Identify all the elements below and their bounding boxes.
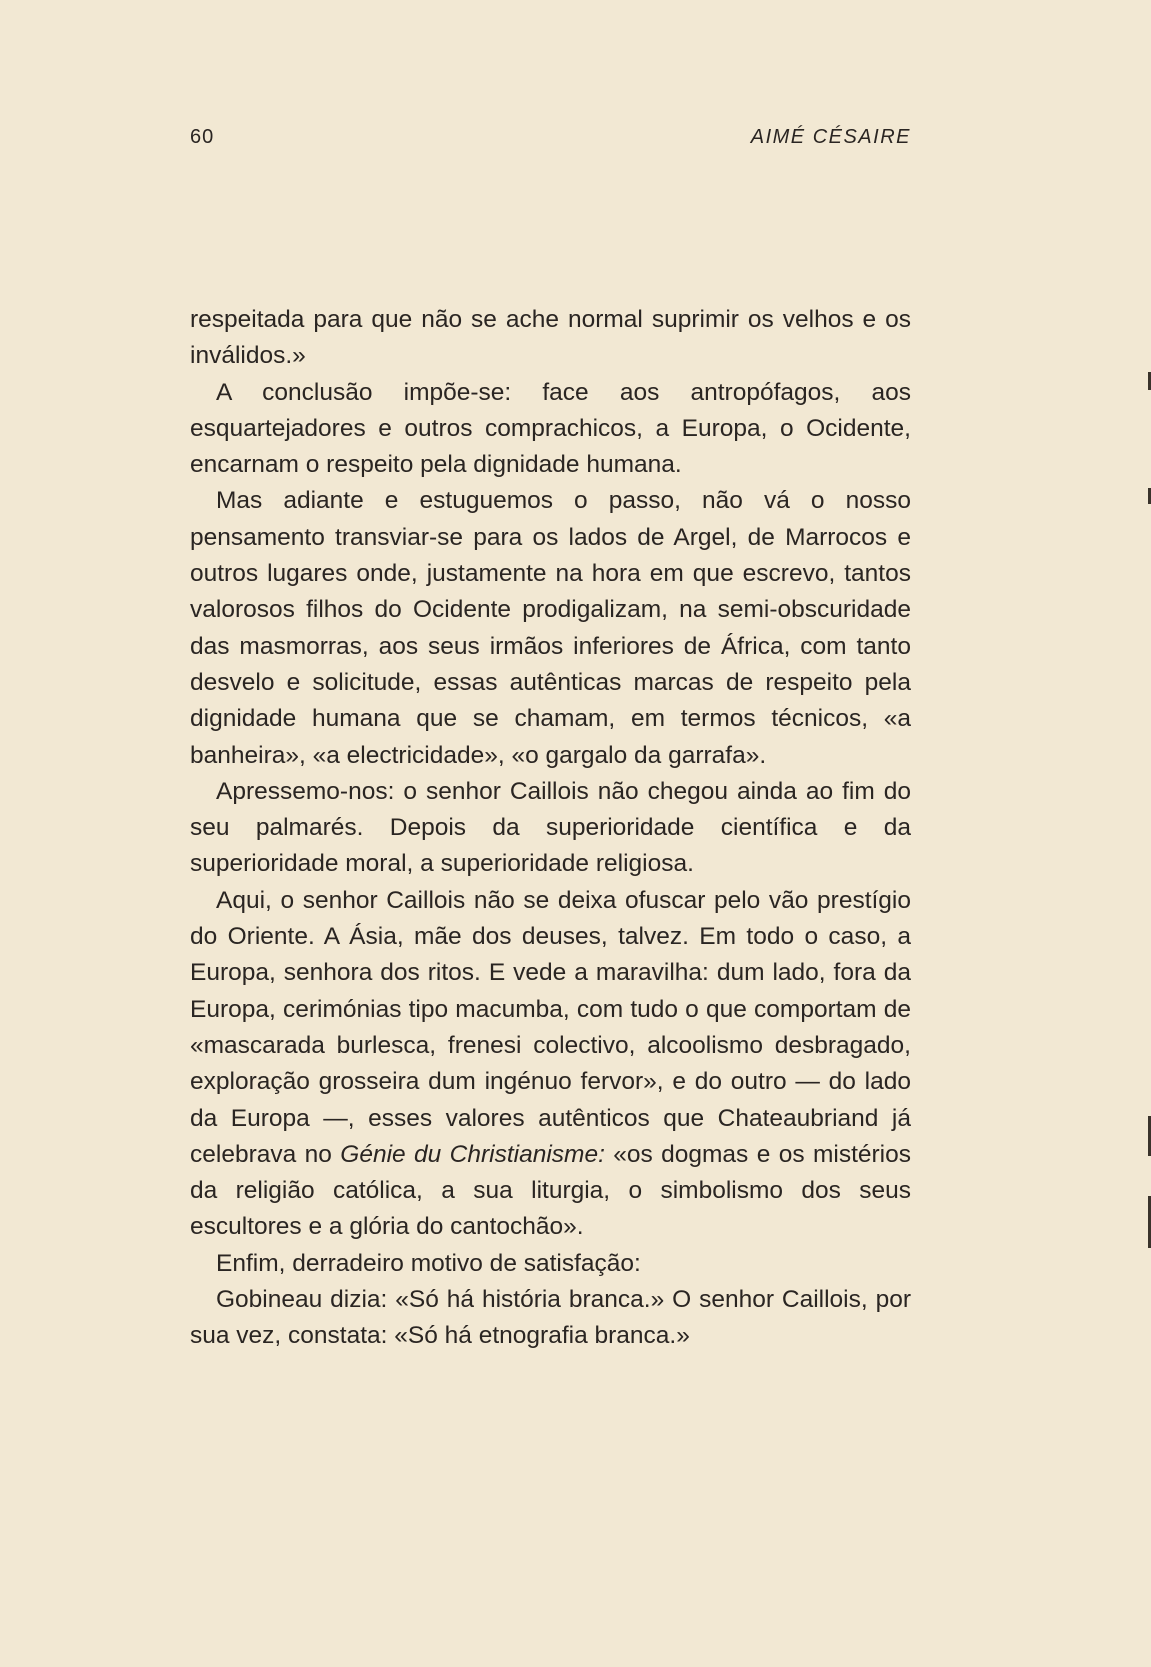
paragraph-1-text: respeitada para que não se ache normal suprimir os velhos e os inválidos.» bbox=[190, 306, 911, 370]
paragraph-4-text: Apressemo-nos: o senhor Caillois não chegou ainda ao fim do seu palmarés. Depois da superioridade científica e da superioridade moral, a superioridade religiosa. bbox=[190, 777, 911, 878]
paragraph-2 bbox=[190, 375, 911, 484]
paragraph-7 bbox=[190, 1282, 911, 1355]
paragraph-3-text: Mas adiante e estuguemos o passo, não vá o nosso pensamento transviar-se para os lados de Argel, de Marrocos e outros lugares onde, justamente na hora em que escrevo, tantos valorosos filhos do Ocidente prodigalizam, na semi-obscuridade das masmorras, aos seus irmãos inferiores de África, com tanto desvelo e solicitude, essas autênticas marcas de respeito pela dignidade humana que se chamam, em termos técnicos, «a banheira», «a electricidade», «o gargalo da garrafa». bbox=[190, 487, 911, 769]
paragraph-2-text: A conclusão impõe-se: face aos antropófagos, aos esquartejadores e outros comprachicos, a Europa, o Ocidente, encarnam o respeito pela dignidade humana. bbox=[190, 378, 911, 479]
paragraph-3 bbox=[190, 483, 911, 773]
book-title-italic: Génie du Christianisme: bbox=[340, 1140, 605, 1168]
body-text bbox=[190, 302, 911, 1355]
page-header bbox=[190, 126, 911, 156]
paragraph-6 bbox=[190, 1246, 911, 1282]
paragraph-1 bbox=[190, 302, 911, 375]
paragraph-5-text-before: Aqui, o senhor Caillois não se deixa ofuscar pelo vão prestígio do Oriente. A Ásia, mãe dos deuses, talvez. Em todo o caso, a Europa, senhora dos ritos. E vede a maravilha: dum lado, fora da Europa, cerimónias tipo macumba, com tudo o que comportam de «mascarada burlesca, frenesi colectivo, alcoolismo desbragado, exploração grosseira dum ingénuo fervor», e do outro — do lado da Europa —, esses valores autênticos que Chateaubriand já celebrava no bbox=[190, 886, 911, 1168]
paragraph-4 bbox=[190, 774, 911, 883]
paragraph-7-text: Gobineau dizia: «Só há história branca.» O senhor Caillois, por sua vez, constata: «Só há etnografia branca.» bbox=[190, 1286, 911, 1350]
page-number: 60 bbox=[190, 126, 215, 148]
paragraph-5 bbox=[190, 883, 911, 1246]
paragraph-5-text-after: «os dogmas e os mistérios da religião católica, a sua liturgia, o simbolismo dos seus escultores e a glória do cantochão». bbox=[190, 1140, 911, 1241]
running-head-author: AIMÉ CÉSAIRE bbox=[750, 126, 911, 148]
paragraph-6-text: Enfim, derradeiro motivo de satisfação: bbox=[216, 1249, 641, 1277]
